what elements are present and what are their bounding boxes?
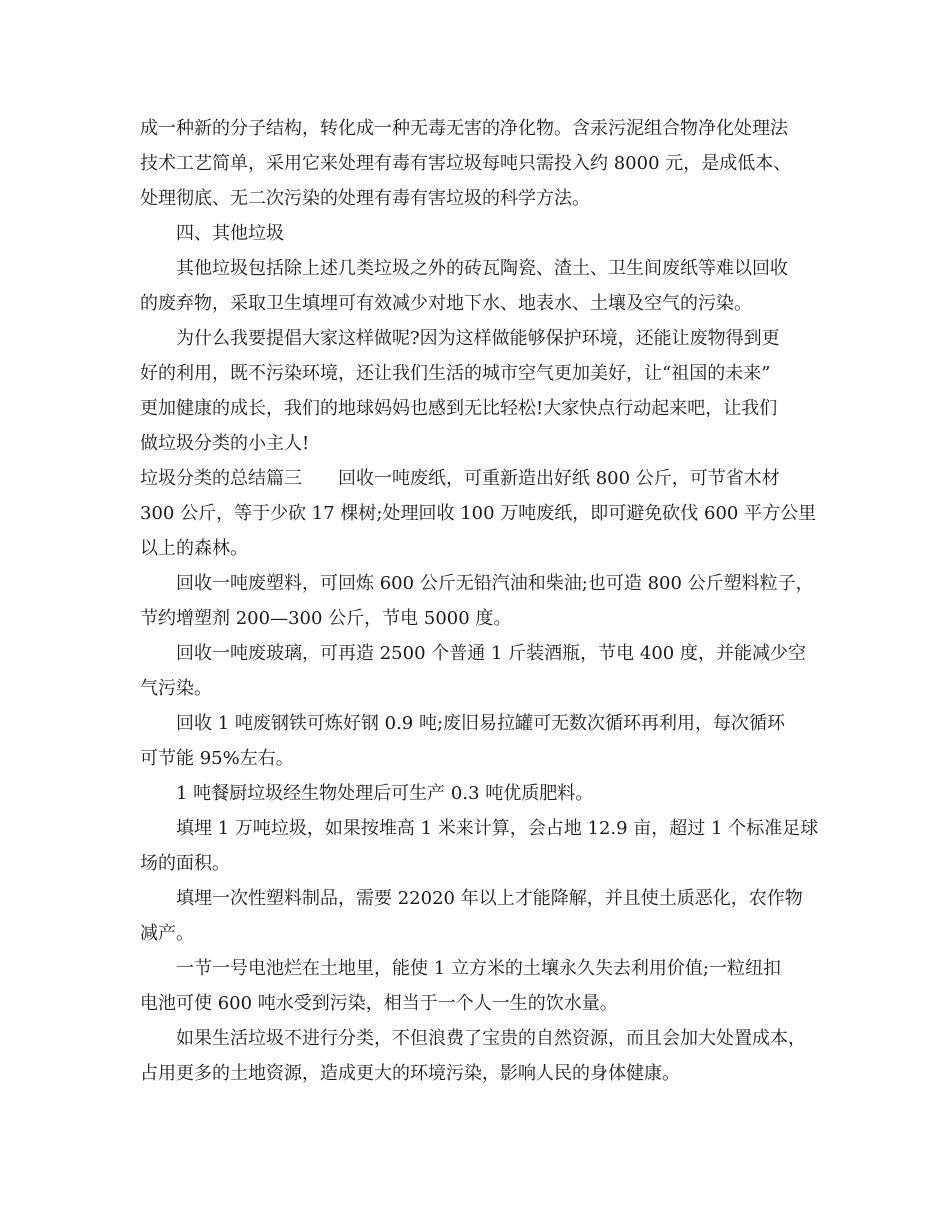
text-line: 回收 1 吨废钢铁可炼好钢 0.9 吨;废旧易拉罐可无数次循环再利用，每次循环: [176, 713, 786, 734]
text-line: 以上的森林。: [140, 538, 248, 559]
text-line: 300 公斤，等于少砍 17 棵树;处理回收 100 万吨废纸，即可避免砍伐 600 平方公里: [140, 503, 817, 524]
text-line: 节约增塑剂 200—300 公斤，节电 5000 度。: [140, 608, 512, 629]
text-line: 场的面积。: [140, 853, 230, 874]
text-line: 成一种新的分子结构，转化成一种无毒无害的净化物。含汞污泥组合物净化处理法: [140, 118, 788, 139]
text-line: 做垃圾分类的小主人!: [140, 433, 310, 454]
section-heading: 四、其他垃圾: [176, 223, 284, 244]
text-line: 减产。: [140, 923, 194, 944]
text-line: 可节能 95%左右。: [140, 748, 294, 769]
text-line: 好的利用，既不污染环境，还让我们生活的城市空气更加美好，让“祖国的未来”: [140, 363, 771, 384]
text-line: 填埋一次性塑料制品，需要 22020 年以上才能降解，并且使土质恶化，农作物: [176, 888, 803, 909]
text-line: 回收一吨废塑料，可回炼 600 公斤无铅汽油和柴油;也可造 800 公斤塑料粒子，: [176, 573, 814, 594]
text-line: 其他垃圾包括除上述几类垃圾之外的砖瓦陶瓷、渣土、卫生间废纸等难以回收: [176, 258, 788, 279]
text-line: 1 吨餐厨垃圾经生物处理后可生产 0.3 吨优质肥料。: [176, 783, 594, 804]
text-line: 回收一吨废玻璃，可再造 2500 个普通 1 斤装酒瓶，节电 400 度，并能减少空: [176, 643, 806, 664]
text-line: 电池可使 600 吨水受到污染，相当于一个人一生的饮水量。: [140, 993, 618, 1014]
text-line: 处理彻底、无二次污染的处理有毒有害垃圾的科学方法。: [140, 188, 590, 209]
text-line: 的废弃物，采取卫生填埋可有效减少对地下水、地表水、土壤及空气的污染。: [140, 293, 752, 314]
text-line: 垃圾分类的总结篇三 回收一吨废纸，可重新造出好纸 800 公斤，可节省木材: [140, 468, 780, 489]
text-line: 为什么我要提倡大家这样做呢?因为这样做能够保护环境，还能让废物得到更: [176, 328, 780, 349]
text-line: 占用更多的土地资源，造成更大的环境污染，影响人民的身体健康。: [140, 1063, 680, 1084]
text-line: 一节一号电池烂在土地里，能使 1 立方米的土壤永久失去利用价值;一粒纽扣: [176, 958, 781, 979]
text-line: 如果生活垃圾不进行分类，不但浪费了宝贵的自然资源，而且会加大处置成本，: [176, 1028, 806, 1049]
text-line: 气污染。: [140, 678, 212, 699]
text-line: 更加健康的成长，我们的地球妈妈也感到无比轻松!大家快点行动起来吧，让我们: [140, 398, 778, 419]
text-line: 填埋 1 万吨垃圾，如果按堆高 1 米来计算，会占地 12.9 亩，超过 1 个标准足球: [176, 818, 819, 839]
text-line: 技术工艺简单，采用它来处理有毒有害垃圾每吨只需投入约 8000 元，是成低本、: [140, 153, 792, 174]
